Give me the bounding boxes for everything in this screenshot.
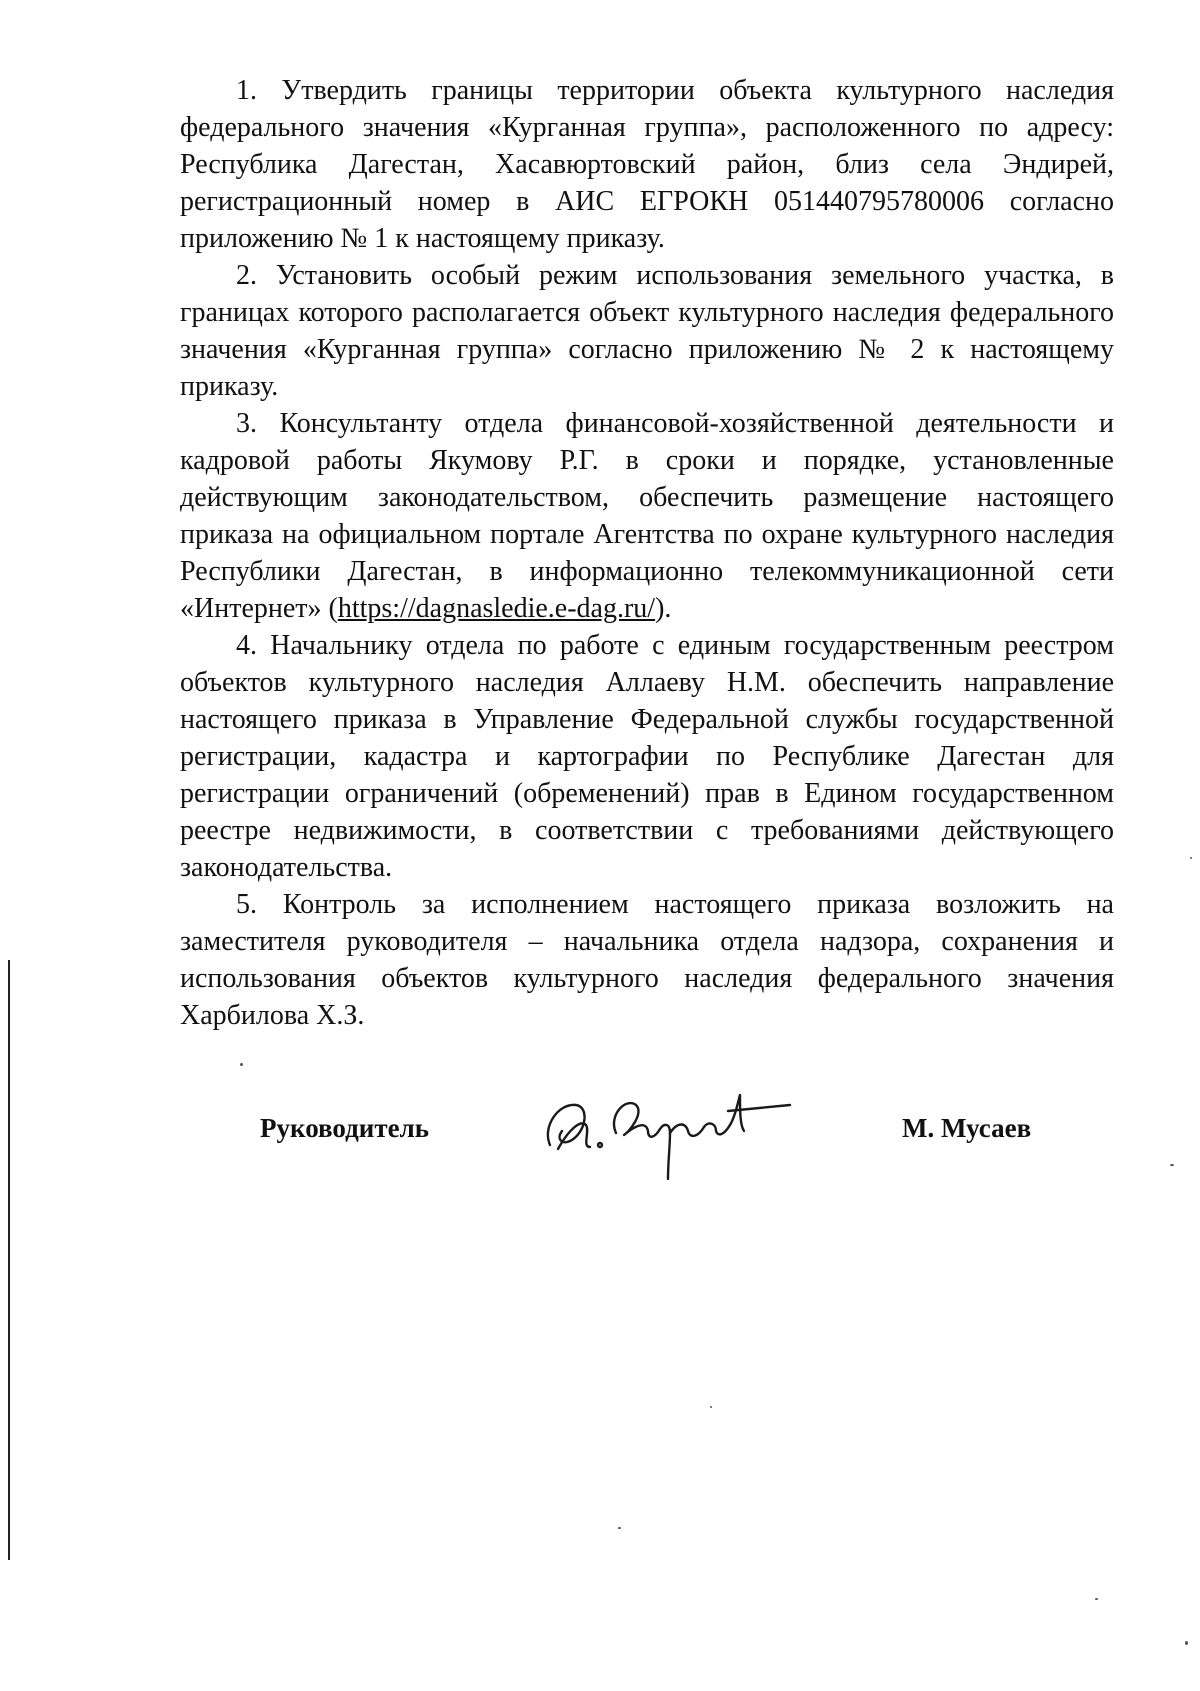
signatory-title: Руководитель — [260, 1113, 430, 1143]
scan-speck — [1185, 1641, 1188, 1645]
signatory-name: М. Мусаев — [902, 1113, 1032, 1143]
portal-link[interactable]: https://dagnasledie.e-dag.ru/ — [337, 593, 656, 624]
signature-block — [0, 1075, 1200, 1185]
scan-speck — [240, 1063, 243, 1066]
scan-edge-line — [8, 960, 10, 1560]
paragraph-1: 1. Утвердить границы территории объекта культурного наследия федерального значения «Курганная группа», расположенного по адресу: Республика Дагестан, Хасавюртовский район, близ села Эндирей, регистрационный номер в АИС ЕГРОКН 051440795780006 согласно приложению № 1 к настоящему приказу. — [180, 75, 1114, 254]
paragraph-3 — [180, 405, 1114, 627]
paragraph-2: 2. Установить особый режим использования земельного участка, в границах которого располагается объект культурного наследия федерального значения «Курганная группа» согласно приложению № 2 к настоящему приказу. — [180, 260, 1114, 402]
scan-speck — [710, 1406, 712, 1408]
scan-speck — [1170, 1164, 1174, 1166]
document-body — [180, 72, 1114, 1034]
paragraph-4: 4. Начальнику отдела по работе с единым государственным реестром объектов культурного наследия Аллаеву Н.М. обеспечить направление настоящего приказа в Управление Федеральной службы государственной регистрации, кадастра и картографии по Республике Дагестан для регистрации ограничений (обременений) прав в Едином государственном реестре недвижимости, в соответствии с требованиями действующего законодательства. — [180, 630, 1114, 883]
paragraph-5: 5. Контроль за исполнением настоящего приказа возложить на заместителя руководителя – начальника отдела надзора, сохранения и использования объектов культурного наследия федерального значения Харбилова Х.З. — [180, 889, 1114, 1031]
scan-speck — [1095, 1598, 1098, 1600]
scan-speck — [1190, 857, 1192, 859]
handwritten-signature — [528, 1075, 798, 1185]
paragraph-3-text: 3. Консультанту отдела финансовой-хозяйственной деятельности и кадровой работы Якумову Р.Г. в сроки и порядке, установленные действующим законодательством, обеспечить размещение настоящего приказа на официальном портале Агентства по охране культурного наследия Республики Дагестан, в информационно телекоммуникационной сети «Интернет» ( — [180, 408, 1114, 624]
scan-speck — [618, 1527, 621, 1529]
paragraph-3-tail: ). — [655, 593, 672, 624]
